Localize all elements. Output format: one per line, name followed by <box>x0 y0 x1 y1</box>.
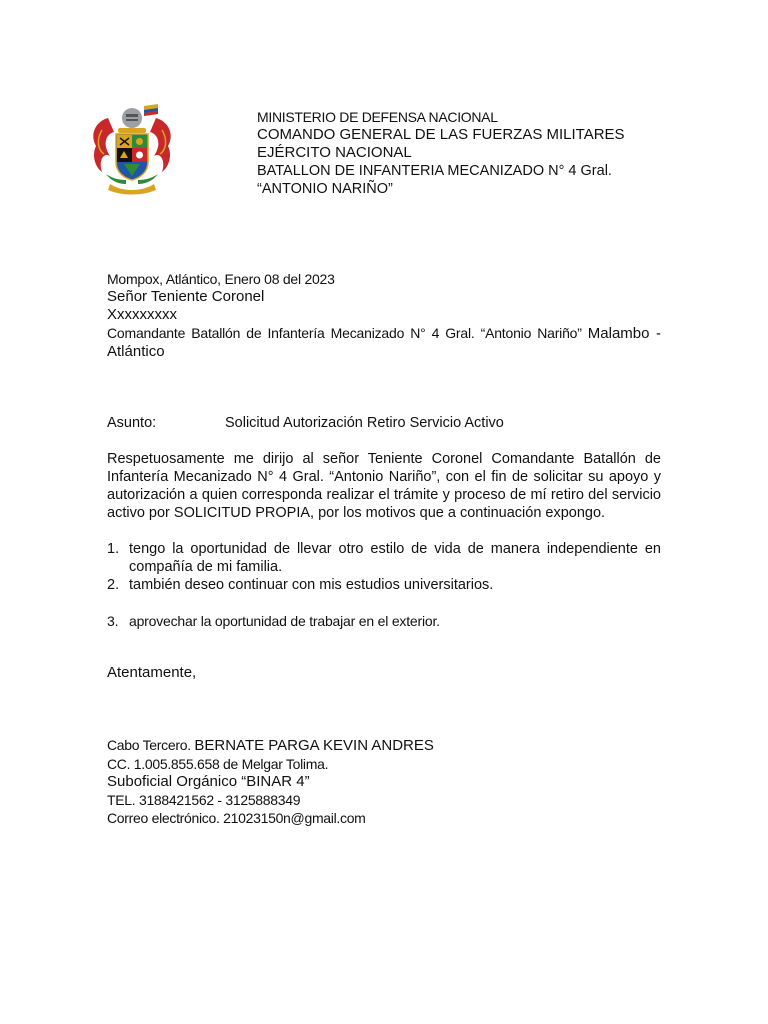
list-number: 2. <box>107 577 120 593</box>
battalion-line: BATALLON DE INFANTERIA MECANIZADO N° 4 Gral. <box>257 163 612 179</box>
battalion-name-line: “ANTONIO NARIÑO” <box>257 181 393 197</box>
signer-name: BERNATE PARGA KEVIN ANDRES <box>194 737 434 754</box>
list-text: tengo la oportunidad de llevar otro estilo de vida de manera independiente en compañía de mi familia. <box>129 541 661 575</box>
signer-phone: TEL. 3188421562 - 3125888349 <box>107 792 301 808</box>
subject-text: Solicitud Autorización Retiro Servicio Activo <box>225 415 504 431</box>
salutation: Señor Teniente Coronel <box>107 288 265 305</box>
signer-id: CC. 1.005.855.658 de Melgar Tolima. <box>107 756 329 772</box>
recipient-role <box>107 324 661 343</box>
closing: Atentamente, <box>107 664 197 681</box>
military-crest-logo <box>86 100 178 196</box>
list-number: 1. <box>107 541 120 557</box>
signer-email: Correo electrónico. 21023150n@gmail.com <box>107 810 366 826</box>
letter-date: Enero 08 del 2023 <box>224 271 335 287</box>
list-text: también deseo continuar con mis estudios universitarios. <box>129 577 494 593</box>
signature-block <box>107 736 661 827</box>
command-line: COMANDO GENERAL DE LAS FUERZAS MILITARES <box>257 126 625 143</box>
recipient-name: Xxxxxxxxx <box>107 306 178 323</box>
ministry-line: MINISTERIO DE DEFENSA NACIONAL <box>257 109 498 125</box>
subject-line <box>107 414 661 432</box>
list-item <box>107 540 661 576</box>
letterhead <box>257 108 717 198</box>
list-number: 3. <box>107 613 119 629</box>
army-line: EJÉRCITO NACIONAL <box>257 144 412 161</box>
recipient-location: Malambo - <box>587 325 661 342</box>
list-item <box>107 576 661 594</box>
signer-rank: Cabo Tercero. <box>107 737 191 753</box>
recipient-block <box>107 270 661 361</box>
place-region: Atlántico, <box>165 271 221 287</box>
signer-post: Suboficial Orgánico “BINAR 4” <box>107 773 310 790</box>
body-paragraph: Respetuosamente me dirijo al señor Teniente Coronel Comandante Batallón de Infantería Mecanizado N° 4 Gral. “Antonio Nariño”, con el fin de solicitar su apoyo y autorización a quien corresponda realizar el trámite y proceso de mí retiro del servicio activo por SOLICITUD PROPIA, por los motivos que a continuación expongo. <box>107 451 661 521</box>
signer-line <box>107 736 661 755</box>
recipient-region: Atlántico <box>107 343 165 360</box>
recipient-role-text: Comandante Batallón de Infantería Mecanizado N° 4 Gral. “Antonio Nariño” <box>107 325 582 341</box>
subject-label: Asunto: <box>107 415 157 431</box>
place: Mompox, <box>107 271 163 287</box>
place-date-line <box>107 270 661 288</box>
list-text: aprovechar la oportunidad de trabajar en el exterior. <box>129 613 440 629</box>
list-item <box>107 612 661 630</box>
reasons-list <box>107 540 661 630</box>
